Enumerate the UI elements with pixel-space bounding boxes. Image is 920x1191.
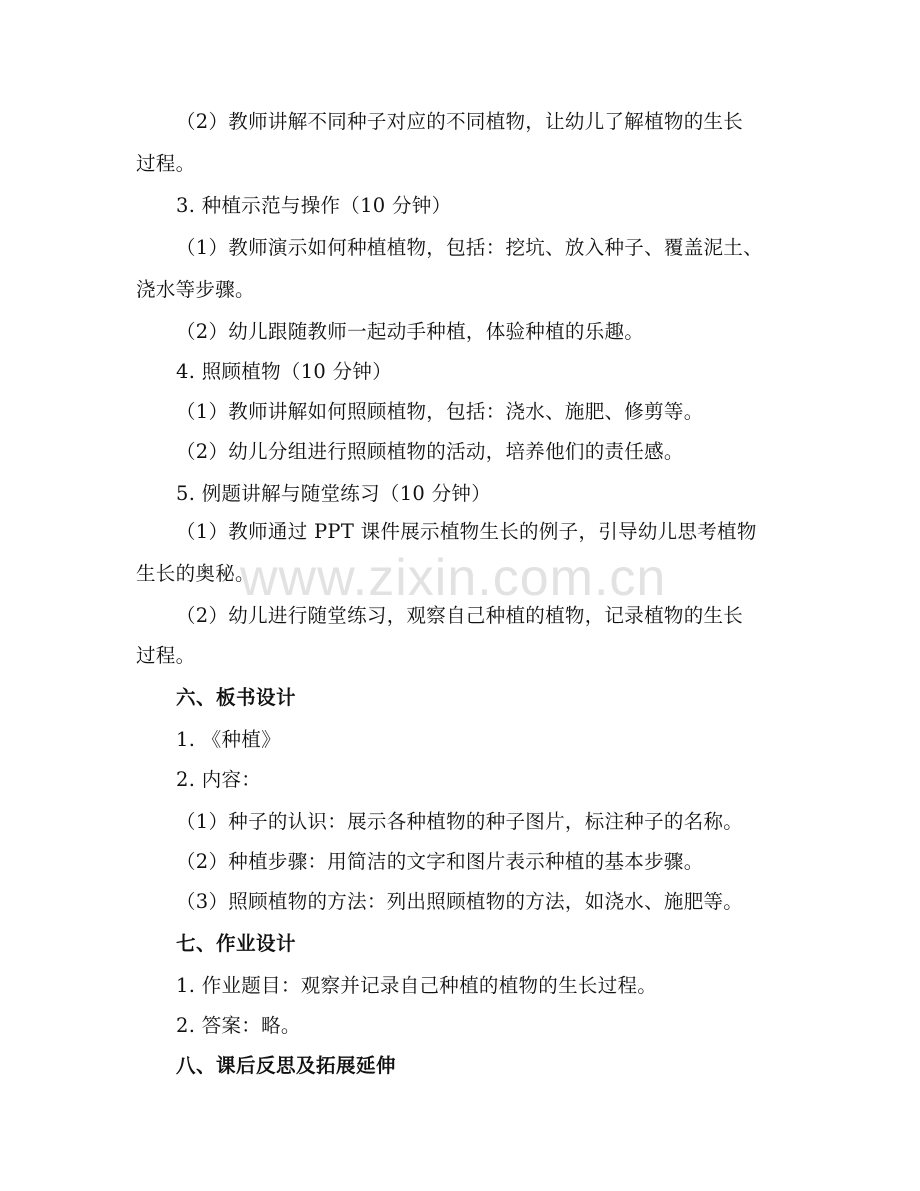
list-item: 1. 作业题目：观察并记录自己种植的植物的生长过程。	[176, 974, 658, 997]
paragraph-line: （3）照顾植物的方法：列出照顾植物的方法，如浇水、施肥等。	[176, 890, 744, 913]
paragraph-line: （2）幼儿分组进行照顾植物的活动，培养他们的责任感。	[176, 440, 684, 463]
paragraph-line: （2）幼儿跟随教师一起动手种植，体验种植的乐趣。	[176, 320, 645, 343]
paragraph-line: 生长的奥秘。	[136, 562, 255, 585]
section-item: 4. 照顾植物（10 分钟）	[176, 360, 393, 383]
section-heading: 六、板书设计	[176, 686, 297, 709]
watermark: www.zixin.com.cn	[240, 549, 667, 607]
paragraph-line: （2）种植步骤：用简洁的文字和图片表示种植的基本步骤。	[176, 850, 704, 873]
paragraph-line: 过程。	[136, 152, 196, 175]
section-heading: 八、课后反思及拓展延伸	[176, 1054, 397, 1077]
section-item: 3. 种植示范与操作（10 分钟）	[176, 194, 452, 217]
paragraph-line: （2）教师讲解不同种子对应的不同植物，让幼儿了解植物的生长	[176, 110, 744, 133]
section-heading: 七、作业设计	[176, 932, 297, 955]
paragraph-line: （1）种子的认识：展示各种植物的种子图片，标注种子的名称。	[176, 810, 744, 833]
list-item: 2. 内容：	[176, 768, 262, 791]
list-item: 1. 《种植》	[176, 728, 281, 751]
list-item: 2. 答案：略。	[176, 1014, 301, 1037]
paragraph-line: 过程。	[136, 644, 196, 667]
paragraph-line: （1）教师演示如何种植植物，包括：挖坑、放入种子、覆盖泥土、	[176, 236, 763, 259]
paragraph-line: （1）教师通过 PPT 课件展示植物生长的例子，引导幼儿思考植物	[176, 520, 757, 543]
paragraph-line: （2）幼儿进行随堂练习，观察自己种植的植物，记录植物的生长	[176, 604, 744, 627]
paragraph-line: 浇水等步骤。	[136, 278, 255, 301]
paragraph-line: （1）教师讲解如何照顾植物，包括：浇水、施肥、修剪等。	[176, 400, 704, 423]
section-item: 5. 例题讲解与随堂练习（10 分钟）	[176, 482, 492, 505]
